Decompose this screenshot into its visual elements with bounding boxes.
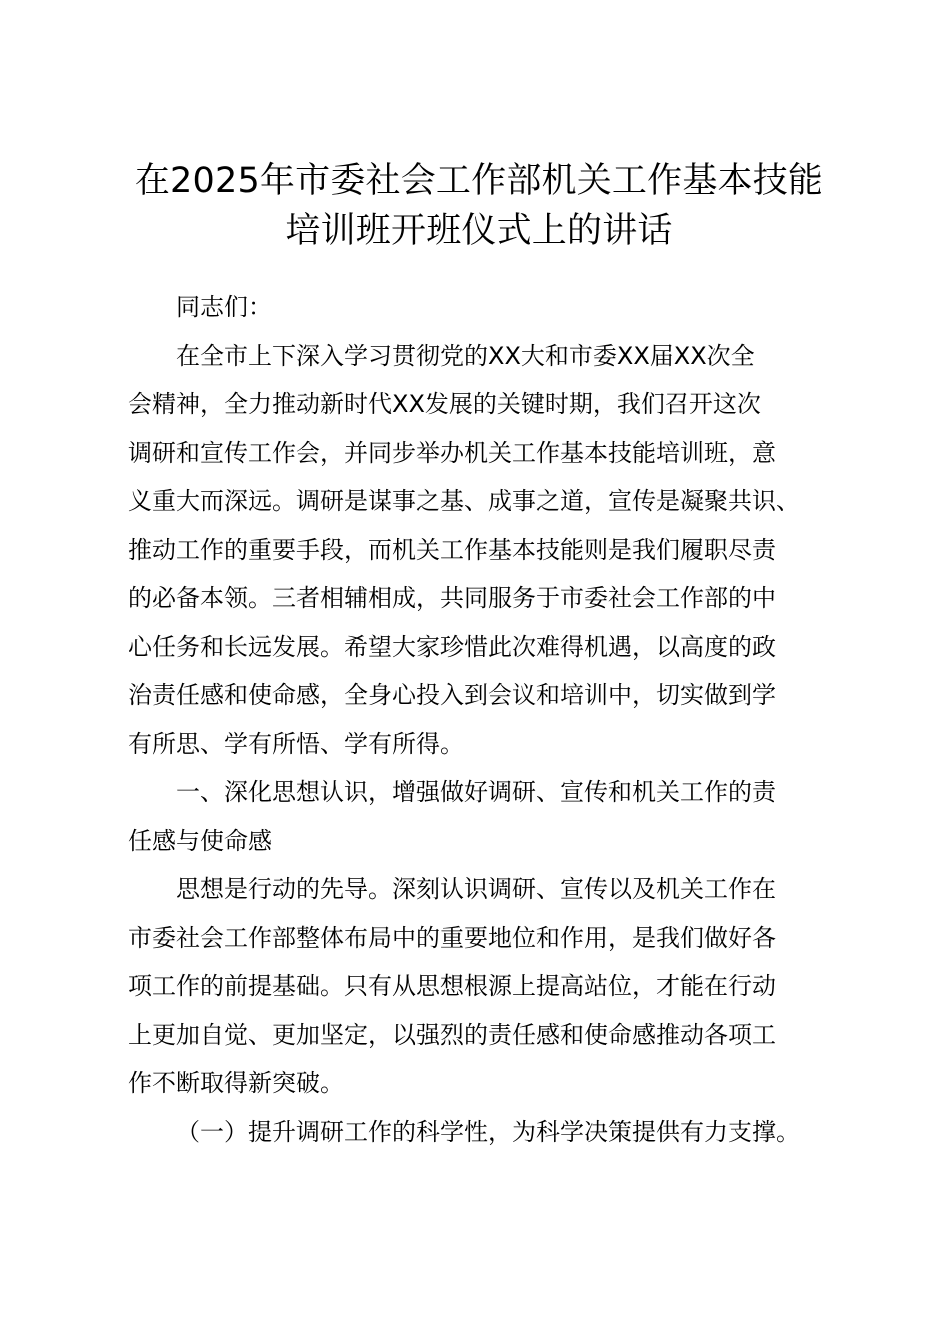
title-line: 培训班开班仪式上的讲话 [285,211,673,251]
paragraph-line: 作不断取得新突破。 [128,1069,344,1097]
paragraph-line: 的必备本领。三者相辅相成，共同服务于市委社会工作部的中 [128,584,776,612]
paragraph-line: 义重大而深远。调研是谋事之基、成事之道，宣传是凝聚共识、 [128,487,800,515]
paragraph-line: 思想是行动的先导。深刻认识调研、宣传以及机关工作在 [176,875,776,903]
paragraph-line: 项工作的前提基础。只有从思想根源上提高站位，才能在行动 [128,972,776,1000]
paragraph-section-1 [128,865,854,1108]
paragraph-line: 有所思、学有所悟、学有所得。 [128,729,464,758]
heading-line: 任感与使命感 [128,826,272,855]
section-heading-1 [128,768,854,865]
heading-line: （一）提升调研工作的科学性，为科学决策提供有力支撑。 [176,1117,800,1146]
paragraph-line: 在全市上下深入学习贯彻党的XX大和市委XX届XX次全 [176,341,755,370]
salutation-text: 同志们： [176,293,272,321]
salutation [128,283,854,332]
document-title [120,156,838,256]
paragraph-line: 上更加自觉、更加坚定，以强烈的责任感和使命感推动各项工 [128,1020,776,1049]
document-body [128,283,854,1156]
paragraph-intro [128,332,854,769]
subsection-heading-1 [128,1108,854,1157]
paragraph-line: 心任务和长远发展。希望大家珍惜此次难得机遇，以高度的政 [128,632,776,661]
paragraph-line: 调研和宣传工作会，并同步举办机关工作基本技能培训班，意 [128,438,776,467]
paragraph-line: 治责任感和使命感，全身心投入到会议和培训中，切实做到学 [128,681,776,709]
title-line: 在2025年市委社会工作部机关工作基本技能 [134,161,824,201]
paragraph-line: 市委社会工作部整体布局中的重要地位和作用，是我们做好各 [128,923,776,952]
paragraph-line: 推动工作的重要手段，而机关工作基本技能则是我们履职尽责 [128,535,776,564]
heading-line: 一、深化思想认识，增强做好调研、宣传和机关工作的责 [176,778,776,806]
paragraph-line: 会精神，全力推动新时代XX发展的关键时期，我们召开这次 [128,390,761,418]
